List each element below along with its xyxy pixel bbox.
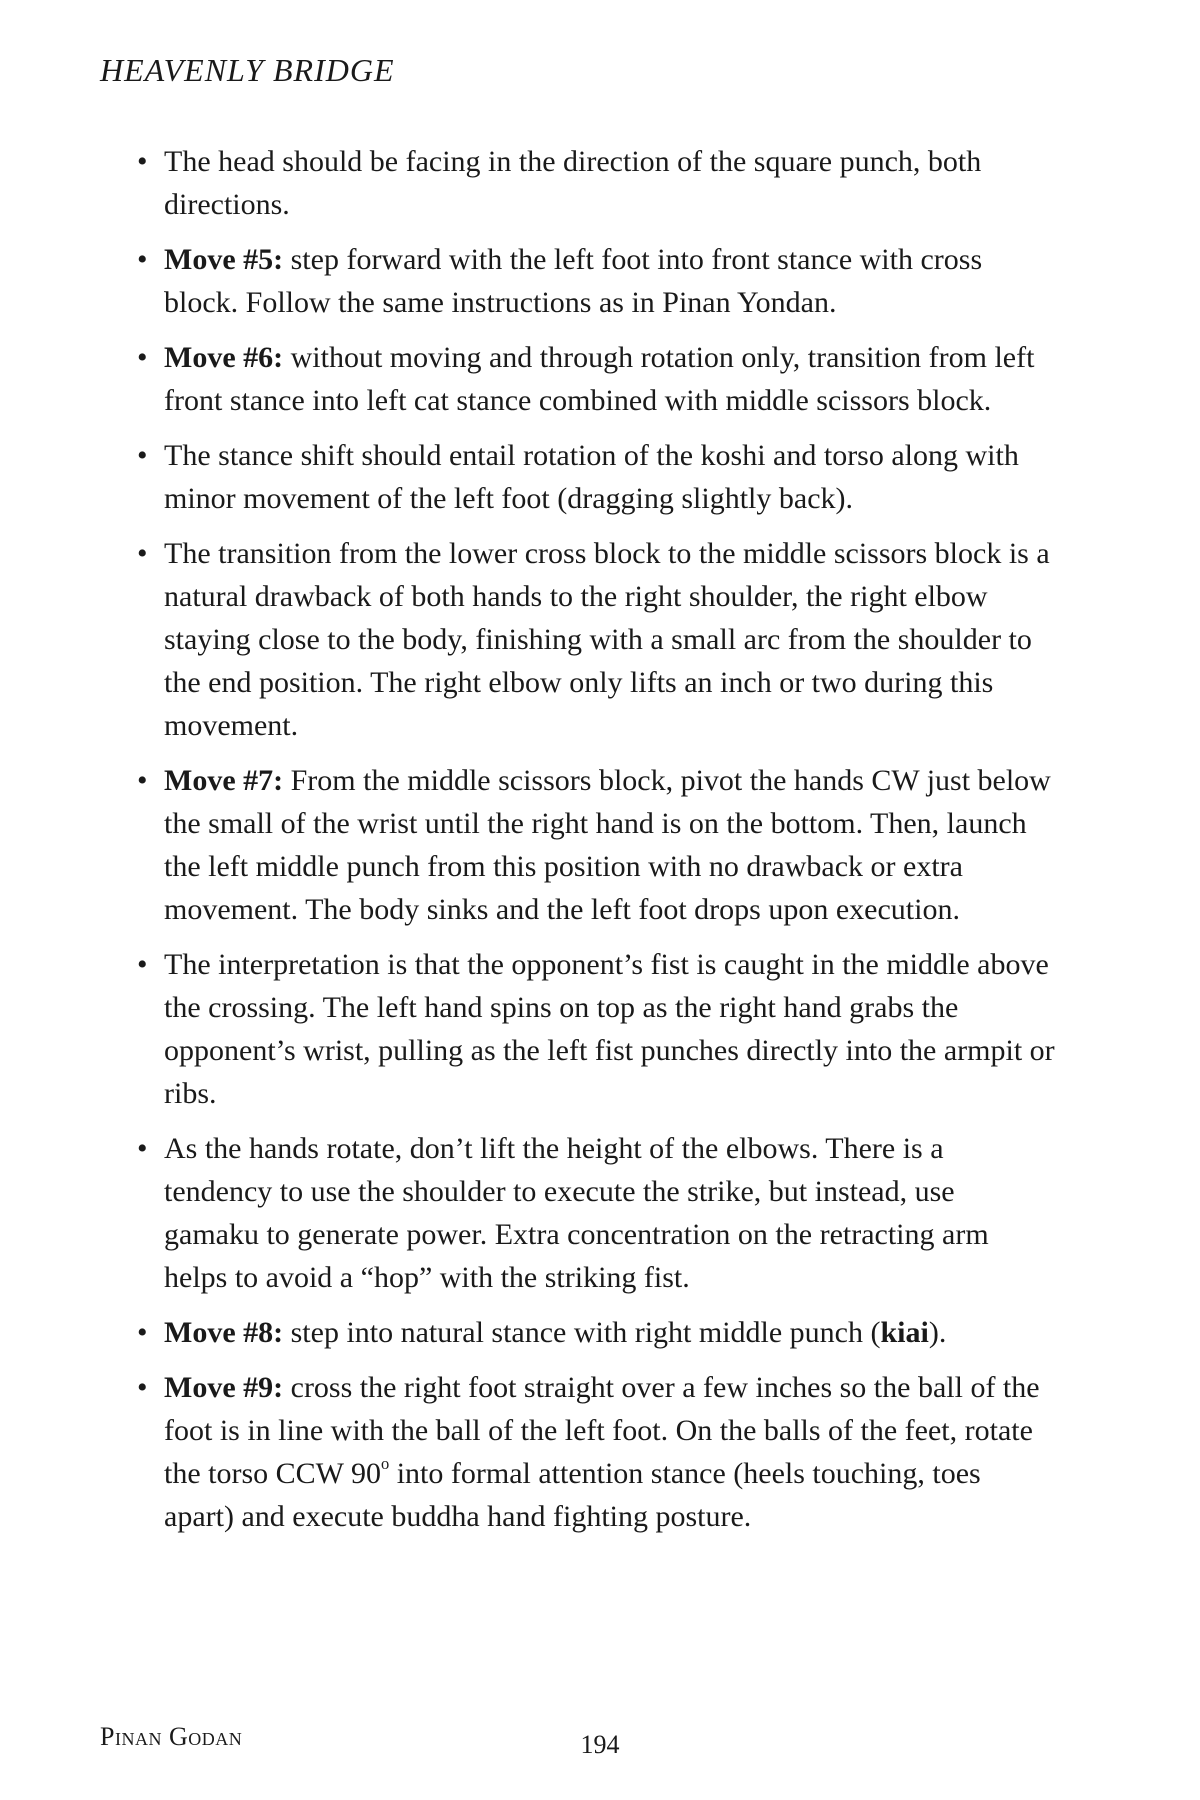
list-item (137, 532, 1057, 747)
item-text: cross the right foot straight over a few inches so the ball of the foot is in line with the ball of the left foot. On the balls of the feet, rotate the torso CCW 90 (164, 1371, 1040, 1490)
list-item (137, 434, 1057, 520)
item-text: step into natural stance with right middle punch ( (283, 1316, 881, 1349)
bullet-marker: • (137, 341, 148, 374)
list-item (137, 336, 1057, 422)
kiai-emphasis: kiai (880, 1316, 929, 1349)
item-text-end: ). (928, 1316, 947, 1349)
bullet-marker: • (137, 1316, 148, 1349)
bullet-marker: • (137, 243, 148, 276)
bullet-marker: • (137, 439, 148, 472)
list-item (137, 140, 1057, 226)
item-text: From the middle scissors block, pivot the hands CW just below the small of the wrist until the right hand is on the bottom. Then, launch the left middle punch from this position with no drawback or extra movement. The body sinks and the left foot drops upon execution. (164, 764, 1051, 926)
move-label: Move #8: (164, 1316, 284, 1349)
item-text: As the hands rotate, don’t lift the height of the elbows. There is a tendency to use the shoulder to execute the strike, but instead, use gamaku to generate power. Extra concentration on the retracting arm helps to avoid a “hop” with the striking fist. (164, 1132, 989, 1294)
bullet-marker: • (137, 1371, 148, 1404)
running-footer: Pinan Godan (100, 1722, 243, 1751)
list-item (137, 1311, 1057, 1354)
item-text: The transition from the lower cross block to the middle scissors block is a natural drawback of both hands to the right shoulder, the right elbow staying close to the body, finishing with a small arc from the shoulder to the end position. The right elbow only lifts an inch or two during this movement. (164, 537, 1050, 742)
bullet-list (137, 140, 1057, 1550)
bullet-marker: • (137, 537, 148, 570)
move-label: Move #9: (164, 1371, 284, 1404)
move-label: Move #6: (164, 341, 284, 374)
item-text: without moving and through rotation only, transition from left front stance into left cat stance combined with middle scissors block. (164, 341, 1035, 417)
page-number: 194 (580, 1730, 620, 1759)
item-text: The head should be facing in the direction of the square punch, both directions. (164, 145, 982, 221)
list-item (137, 759, 1057, 931)
move-label: Move #5: (164, 243, 284, 276)
item-text-end: into formal attention stance (heels touching, toes apart) and execute buddha hand fighting posture. (164, 1457, 981, 1533)
bullet-marker: • (137, 764, 148, 797)
degree-superscript: o (380, 1453, 390, 1473)
move-label: Move #7: (164, 764, 284, 797)
bullet-marker: • (137, 1132, 148, 1165)
list-item (137, 1127, 1057, 1299)
bullet-marker: • (137, 145, 148, 178)
running-header: HEAVENLY BRIDGE (100, 52, 395, 88)
list-item (137, 943, 1057, 1115)
item-text: step forward with the left foot into front stance with cross block. Follow the same instructions as in Pinan Yondan. (164, 243, 983, 319)
item-text: The interpretation is that the opponent’s fist is caught in the middle above the crossing. The left hand spins on top as the right hand grabs the opponent’s wrist, pulling as the left fist punches directly into the armpit or ribs. (164, 948, 1055, 1110)
list-item (137, 1366, 1057, 1538)
item-text: The stance shift should entail rotation of the koshi and torso along with minor movement of the left foot (dragging slightly back). (164, 439, 1019, 515)
list-item (137, 238, 1057, 324)
bullet-marker: • (137, 948, 148, 981)
